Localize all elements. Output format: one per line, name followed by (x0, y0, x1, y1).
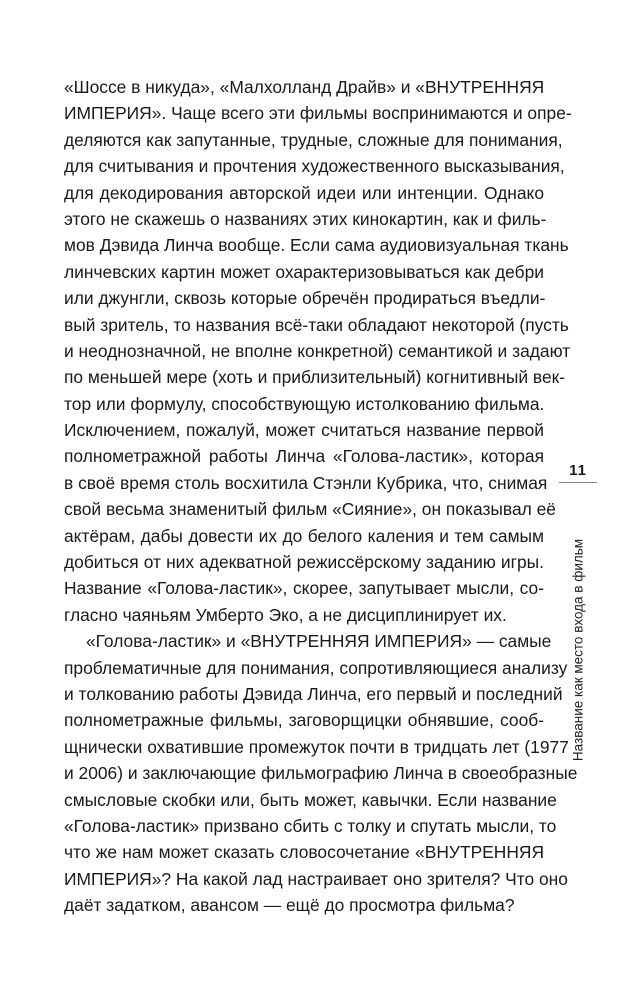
text-line: Исключением, пожалуй, может считаться название первой (64, 420, 544, 441)
text-line: Название «Голова-ластик», скорее, запутывает мысли, со- (64, 578, 544, 599)
text-line: проблематичные для понимания, сопротивляющиеся анализу (64, 657, 568, 678)
text-line: и 2006) и заключающие фильмографию Линча в своеобразные (64, 763, 578, 784)
text-line: «Голова-ластик» и «ВНУТРЕННЯЯ ИМПЕРИЯ» — самые (86, 631, 552, 652)
paragraph-2 (64, 628, 578, 918)
text-line: полнометражные фильмы, заговорщицки обнявшие, сооб- (64, 710, 544, 731)
text-line: этого не скажешь о названиях этих кинокартин, как и филь- (64, 208, 547, 229)
text-line: по меньшей мере (хоть и приблизительный) когнитивный век- (64, 367, 566, 388)
text-line: вый зритель, то названия всё-таки обладают некоторой (пусть (64, 314, 569, 335)
text-line: мов Дэвида Линча вообще. Если сама аудиовизуальная ткань (64, 235, 569, 256)
text-line: в своё время столь восхитила Стэнли Кубрика, что, снимая (64, 472, 548, 493)
running-head: Название как место входа в фильм (570, 538, 586, 762)
text-line: для декодирования авторской идеи или интенции. Однако (64, 182, 544, 203)
text-line: и толкованию работы Дэвида Линча, его первый и последний (64, 683, 563, 704)
text-line: что же нам может сказать словосочетание «ВНУТРЕННЯЯ (64, 842, 544, 863)
text-line: смысловые скобки или, быть может, кавычки. Если название (64, 789, 557, 810)
text-line: даёт задатком, авансом — ещё до просмотра фильма? (64, 895, 515, 916)
text-line: деляются как запутанные, трудные, сложные для понимания, (64, 129, 563, 150)
text-line: линчевских картин может охарактеризовываться как дебри (64, 261, 544, 282)
text-line: актёрам, дабы довести их до белого каления и тем самым (64, 525, 544, 546)
text-line: тор или формулу, способствующую истолкованию фильма. (64, 393, 545, 414)
paragraph-1 (64, 74, 572, 628)
text-line: щнически охватившие промежуток почти в тридцать лет (1977 (64, 736, 569, 757)
text-line: ИМПЕРИЯ». Чаще всего эти фильмы воспринимаются и опре- (64, 103, 572, 124)
text-line: гласно чаяньям Умберто Эко, а не дисциплинирует их. (64, 604, 507, 625)
text-line: добиться от них адекватной режиссёрскому заданию игры. (64, 552, 544, 573)
text-line: «Шоссе в никуда», «Малхолланд Драйв» и «ВНУТРЕННЯЯ (64, 77, 545, 97)
text-line: или джунгли, сквозь которые обречён продираться въедли- (64, 288, 546, 309)
text-line: «Голова-ластик» призвано сбить с толку и спутать мысли, то (64, 815, 557, 836)
text-line: для считывания и прочтения художественного высказывания, (64, 156, 565, 177)
text-line: полнометражной работы Линча «Голова-ластик», которая (64, 446, 544, 467)
text-line: и неоднозначной, не вполне конкретной) семантикой и задают (64, 340, 571, 361)
margin-rule (559, 482, 597, 483)
page-number: 11 (569, 462, 587, 479)
text-line: свой весьма знаменитый фильм «Сияние», он показывал её (64, 499, 556, 520)
text-line: ИМПЕРИЯ»? На какой лад настраивает оно зрителя? Что оно (64, 868, 568, 889)
